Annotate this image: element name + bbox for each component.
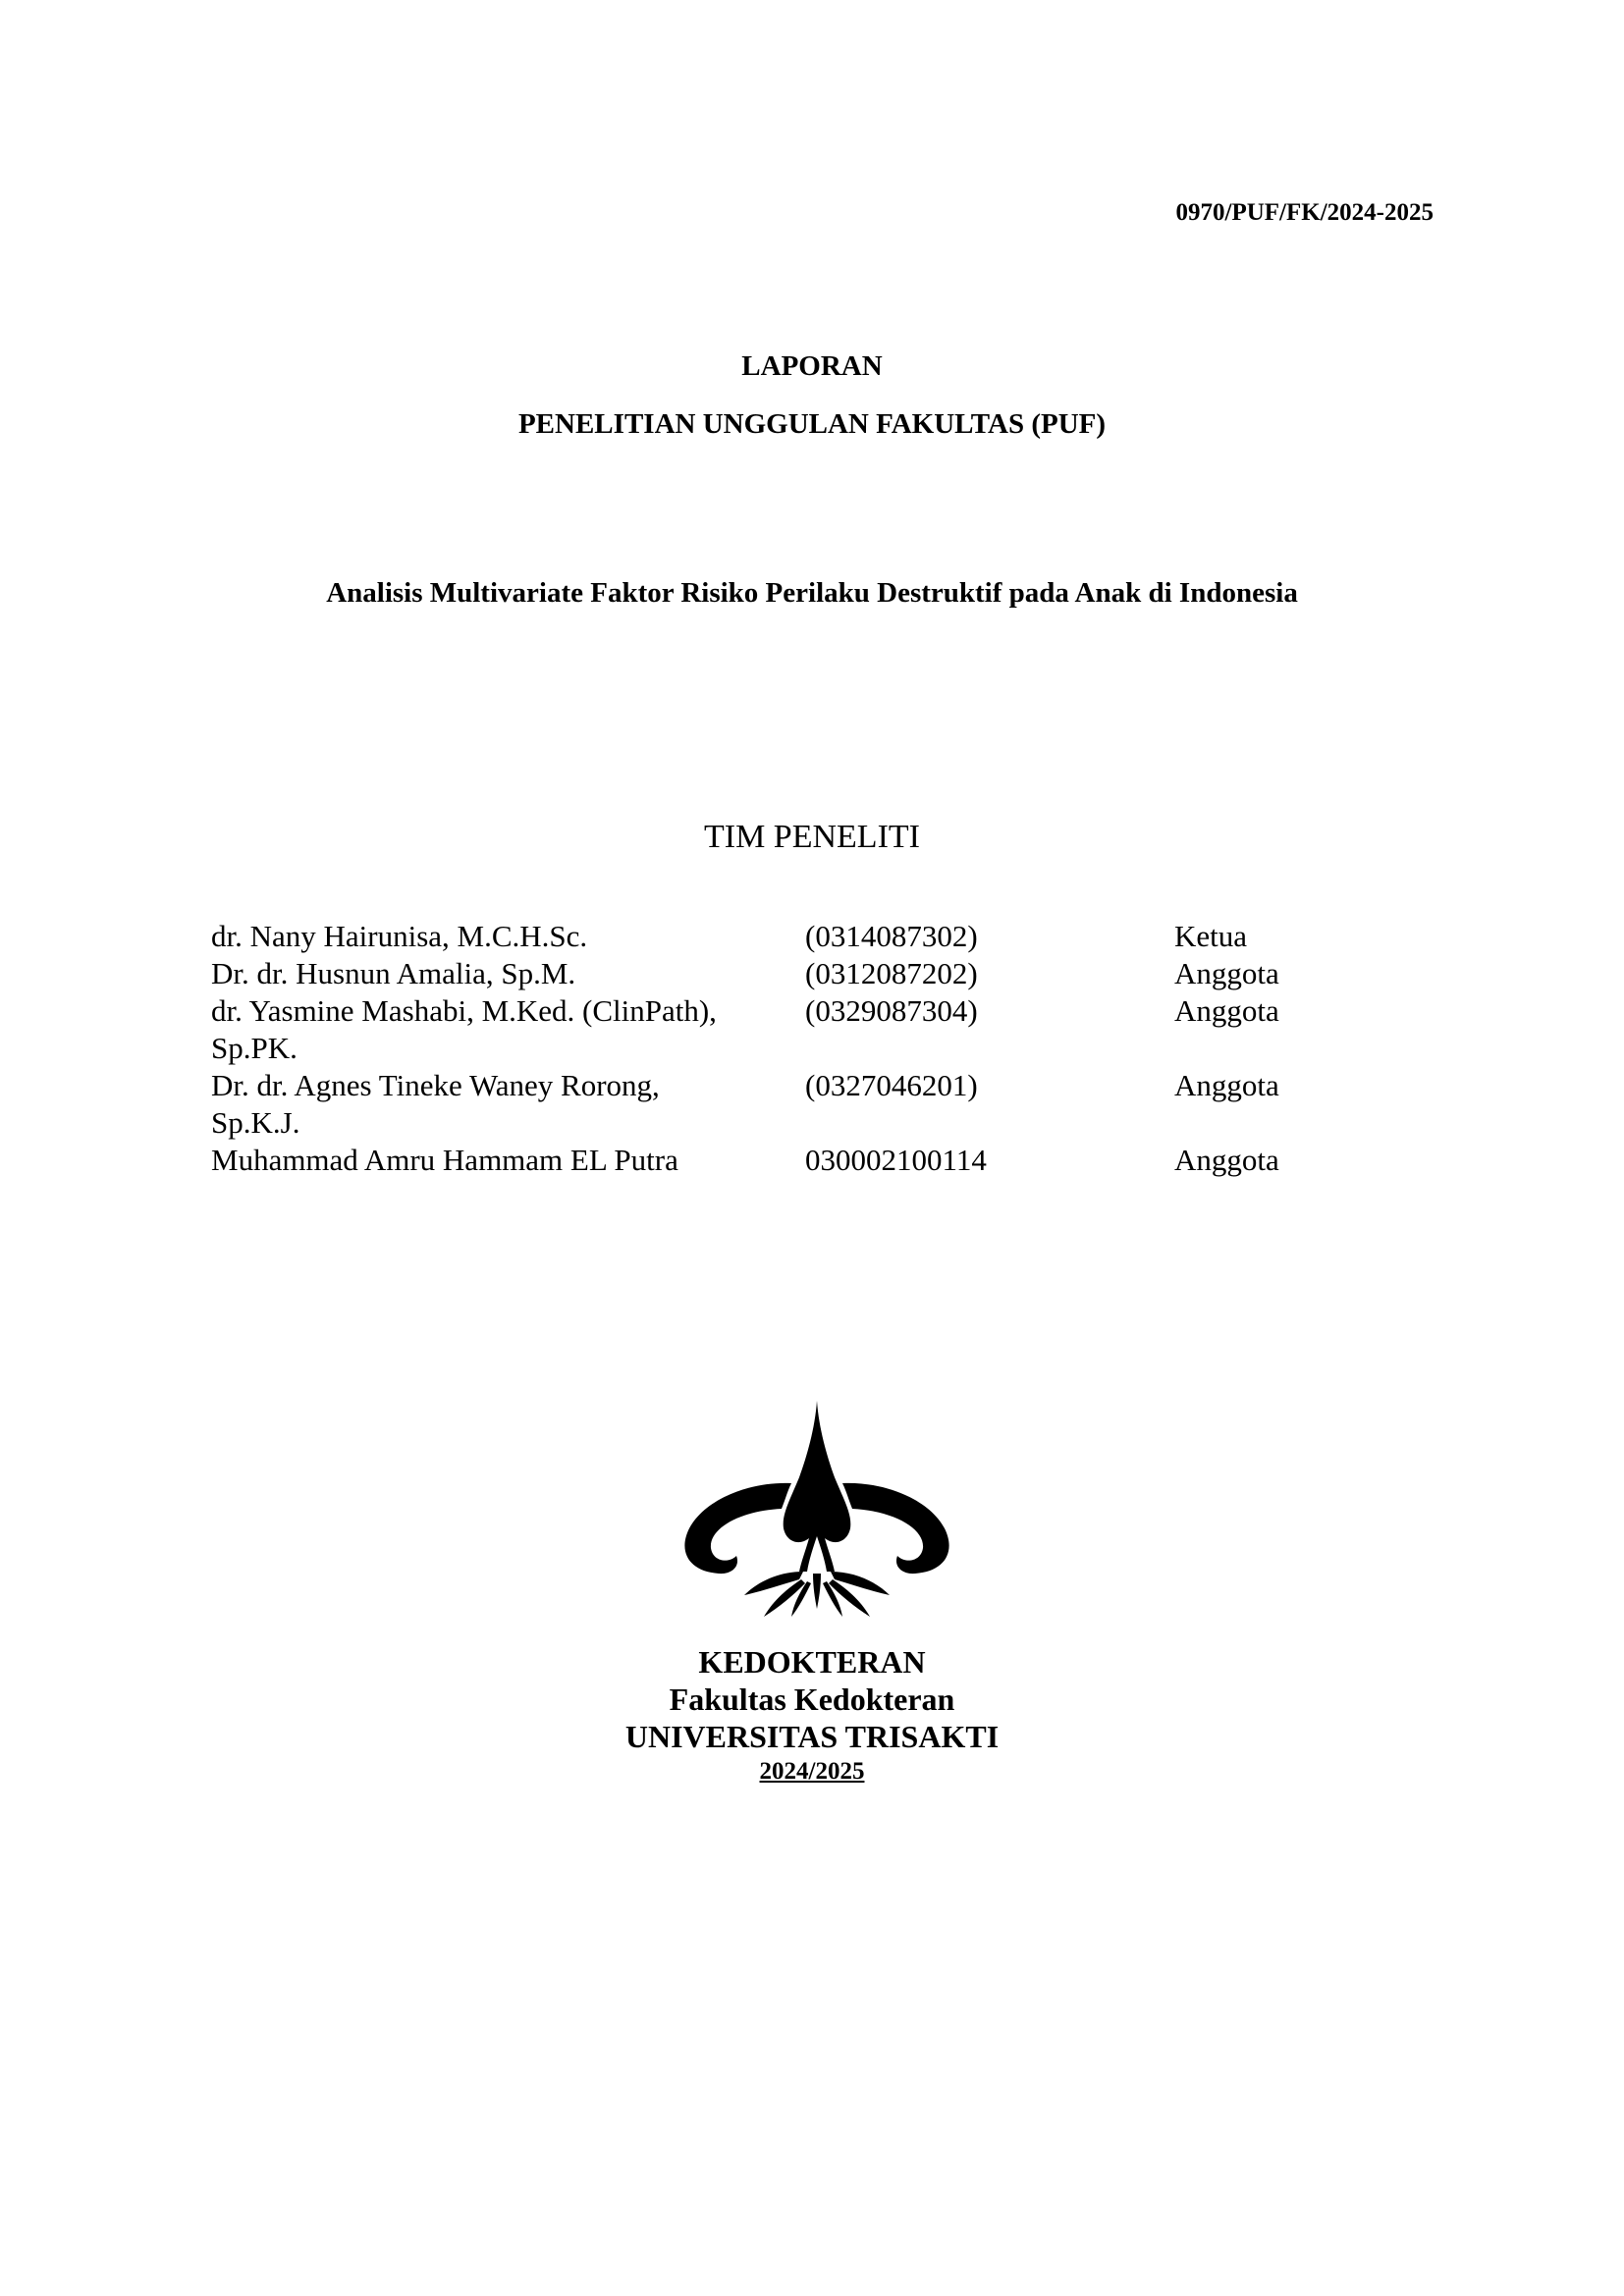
table-row xyxy=(211,918,1371,955)
document-number: 0970/PUF/FK/2024-2025 xyxy=(1175,199,1434,226)
member-name xyxy=(211,1067,805,1142)
trisakti-university-emblem-icon xyxy=(681,1399,952,1619)
member-name xyxy=(211,992,805,1067)
member-name xyxy=(211,1142,805,1179)
member-id: (0312087202) xyxy=(805,956,978,990)
table-row xyxy=(211,1067,1371,1142)
member-role: Anggota xyxy=(1174,993,1279,1028)
member-name-line: Muhammad Amru Hammam EL Putra xyxy=(211,1143,678,1177)
member-role: Anggota xyxy=(1174,1068,1279,1102)
footer-department: KEDOKTERAN xyxy=(698,1644,926,1680)
footer-university: UNIVERSITAS TRISAKTI xyxy=(624,1719,1000,1754)
member-id: (0327046201) xyxy=(805,1068,978,1102)
member-name xyxy=(211,955,805,992)
footer-faculty: Fakultas Kedokteran xyxy=(669,1682,955,1717)
member-id: 030002100114 xyxy=(805,1143,987,1177)
team-members-table xyxy=(211,918,1371,1179)
member-id: (0314087302) xyxy=(805,919,978,953)
member-role: Ketua xyxy=(1174,919,1248,953)
member-name-line: Sp.K.J. xyxy=(211,1105,300,1140)
member-name-line: Sp.PK. xyxy=(211,1031,298,1065)
program-label: PENELITIAN UNGGULAN FAKULTAS (PUF) xyxy=(517,408,1107,440)
team-heading: TIM PENELITI xyxy=(703,819,920,855)
table-row xyxy=(211,955,1371,992)
research-title: Analisis Multivariate Faktor Risiko Perilaku Destruktif pada Anak di Indonesia xyxy=(326,577,1298,609)
table-row xyxy=(211,1142,1371,1179)
member-role: Anggota xyxy=(1174,1143,1279,1177)
member-name-line: Dr. dr. Husnun Amalia, Sp.M. xyxy=(211,956,576,990)
member-name-line: dr. Yasmine Mashabi, M.Ked. (ClinPath), xyxy=(211,993,717,1028)
table-row xyxy=(211,992,1371,1067)
member-name-line: Dr. dr. Agnes Tineke Waney Rorong, xyxy=(211,1068,660,1102)
member-name xyxy=(211,918,805,955)
member-role: Anggota xyxy=(1174,956,1279,990)
member-name-line: dr. Nany Hairunisa, M.C.H.Sc. xyxy=(211,919,588,953)
member-id: (0329087304) xyxy=(805,993,978,1028)
footer-year: 2024/2025 xyxy=(759,1758,865,1785)
report-label: LAPORAN xyxy=(741,350,883,382)
